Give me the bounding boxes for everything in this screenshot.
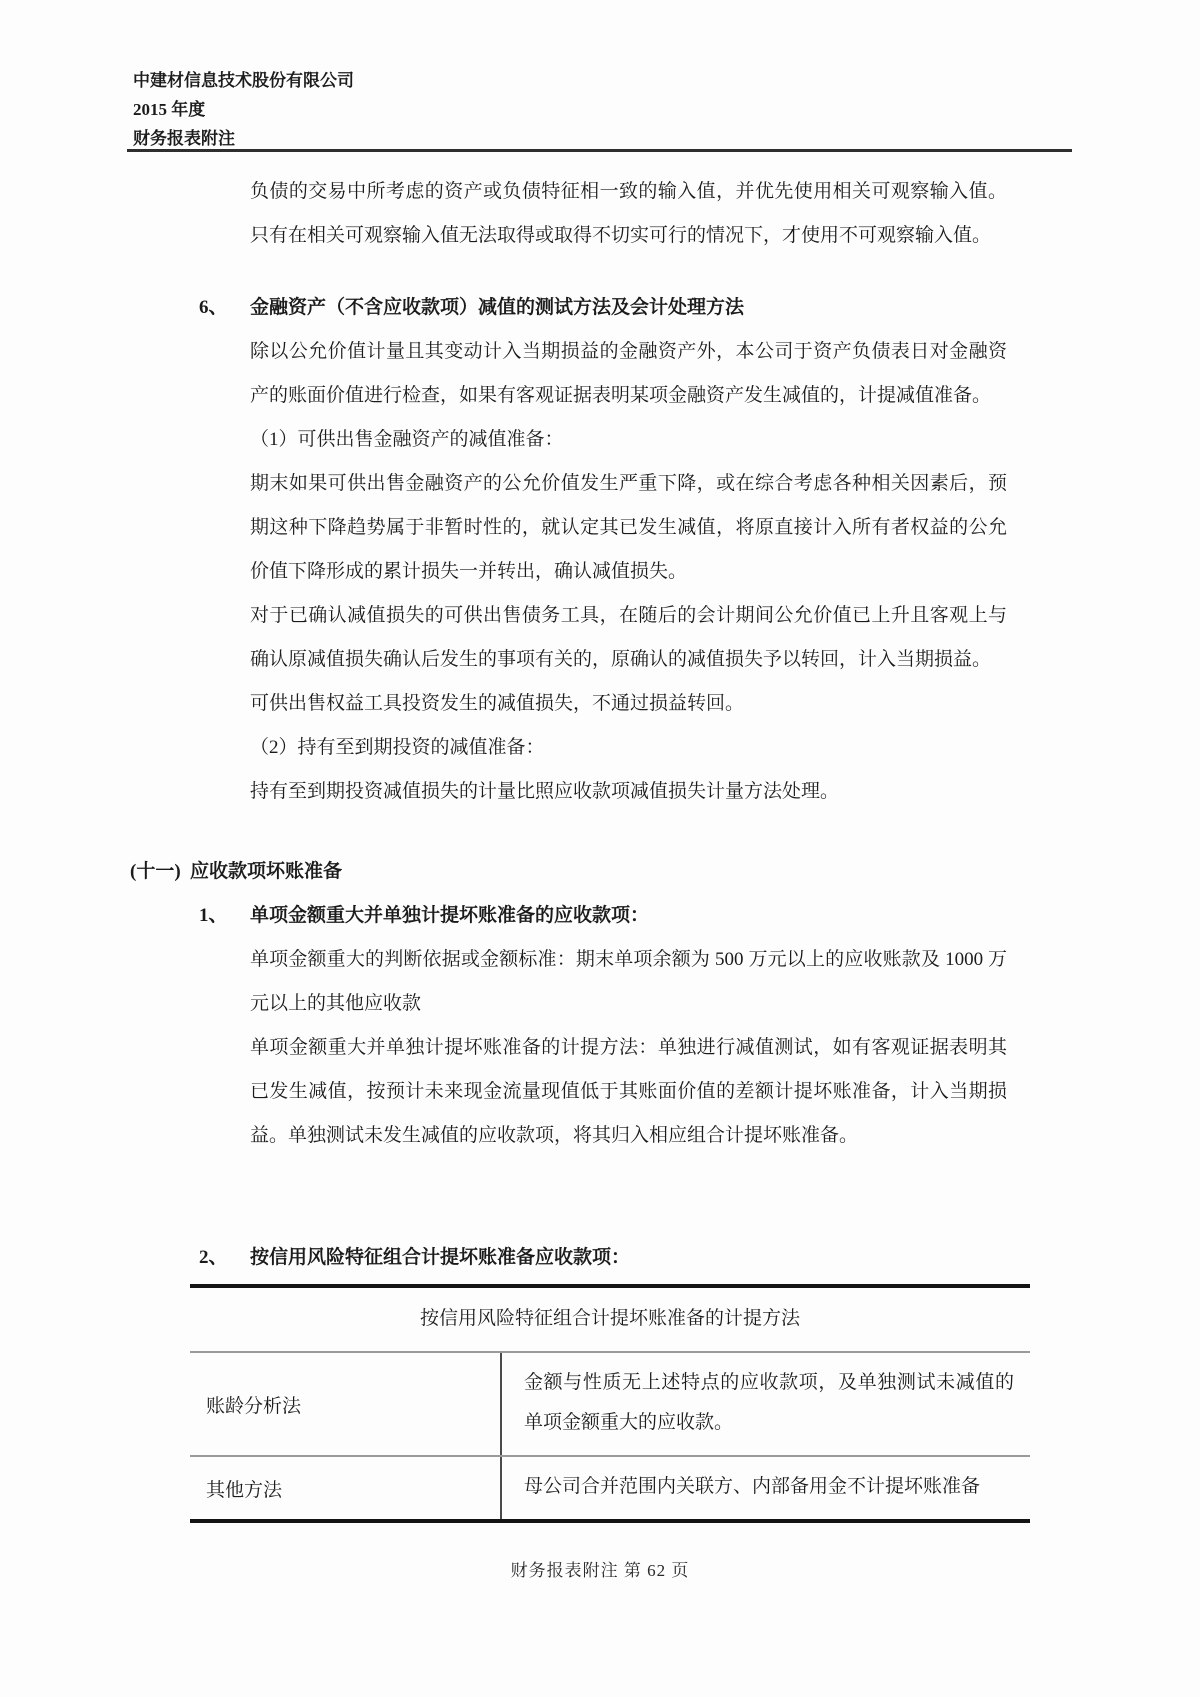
section11-number: (十一)	[130, 861, 181, 882]
table-row	[190, 1455, 1030, 1519]
section11-heading	[130, 850, 1200, 894]
section11-sub1-heading	[199, 894, 1200, 938]
table-cell-description: 金额与性质无上述特点的应收款项，及单独测试未减值的单项金额重大的应收款。	[524, 1372, 1014, 1433]
page-footer: 财务报表附注 第 62 页	[510, 1561, 690, 1580]
bad-debt-provision-table	[190, 1288, 1030, 1523]
section11-sub2-heading	[199, 1236, 1030, 1280]
table-body	[190, 1351, 1030, 1523]
section11-sub1-number: 1、	[199, 905, 228, 926]
section11-sub2-number: 2、	[199, 1247, 228, 1268]
doc-header	[133, 66, 354, 153]
table-cell-description: 母公司合并范围内关联方、内部备用金不计提坏账准备	[524, 1476, 981, 1497]
section6-paragraph: 可供出售权益工具投资发生的减值损失，不通过损益转回。	[250, 693, 745, 714]
header-divider	[127, 149, 1072, 152]
section11-sub2-heading-block	[190, 1236, 1030, 1288]
section6-paragraph: 除以公允价值计量且其变动计入当期损益的金融资产外，本公司于资产负债表日对金融资产的账面价值进行检查，如果有客观证据表明某项金融资产发生减值的，计提减值准备。	[250, 341, 1007, 406]
table-cell-method: 账龄分析法	[190, 1353, 502, 1455]
page-content	[0, 170, 1200, 1523]
section6-paragraph: （2）持有至到期投资的减值准备：	[250, 737, 545, 758]
section11-sub1-title: 单项金额重大并单独计提坏账准备的应收款项：	[250, 905, 650, 926]
company-name: 中建材信息技术股份有限公司	[133, 71, 354, 90]
section11-sub1-paragraph: 单项金额重大并单独计提坏账准备的计提方法：单独进行减值测试，如有客观证据表明其已发生减值，按预计未来现金流量现值低于其账面价值的差额计提坏账准备，计入当期损益。单独测试未发生减值的应收款项，将其归入相应组合计提坏账准备。	[250, 1037, 1007, 1146]
report-year: 2015 年度	[133, 100, 206, 119]
section6-number: 6、	[199, 297, 228, 318]
section6-paragraph: （1）可供出售金融资产的减值准备：	[250, 429, 564, 450]
table-caption: 按信用风险特征组合计提坏账准备的计提方法	[419, 1308, 800, 1329]
section6-heading	[199, 286, 1200, 330]
table-cell-method: 其他方法	[190, 1457, 502, 1519]
continuation-paragraph: 负债的交易中所考虑的资产或负债特征相一致的输入值，并优先使用相关可观察输入值。只有在相关可观察输入值无法取得或取得不切实可行的情况下，才使用不可观察输入值。	[250, 181, 1007, 246]
section6-paragraph: 持有至到期投资减值损失的计量比照应收款项减值损失计量方法处理。	[250, 781, 840, 802]
section6-paragraph: 对于已确认减值损失的可供出售债务工具，在随后的会计期间公允价值已上升且客观上与确认原减值损失确认后发生的事项有关的，原确认的减值损失予以转回，计入当期损益。	[250, 605, 1007, 670]
section11-sub2-title: 按信用风险特征组合计提坏账准备应收款项：	[250, 1247, 631, 1268]
table-row	[190, 1353, 1030, 1455]
section11-title: 应收款项坏账准备	[190, 861, 343, 882]
doc-title: 财务报表附注	[133, 129, 235, 148]
section6-paragraph: 期末如果可供出售金融资产的公允价值发生严重下降，或在综合考虑各种相关因素后，预期这种下降趋势属于非暂时性的，就认定其已发生减值，将原直接计入所有者权益的公允价值下降形成的累计损失一并转出，确认减值损失。	[250, 473, 1007, 582]
section6-title: 金融资产（不含应收款项）减值的测试方法及会计处理方法	[250, 297, 745, 318]
section11-sub1-paragraph: 单项金额重大的判断依据或金额标准：期末单项余额为 500 万元以上的应收账款及 1000 万元以上的其他应收款	[250, 949, 1007, 1014]
